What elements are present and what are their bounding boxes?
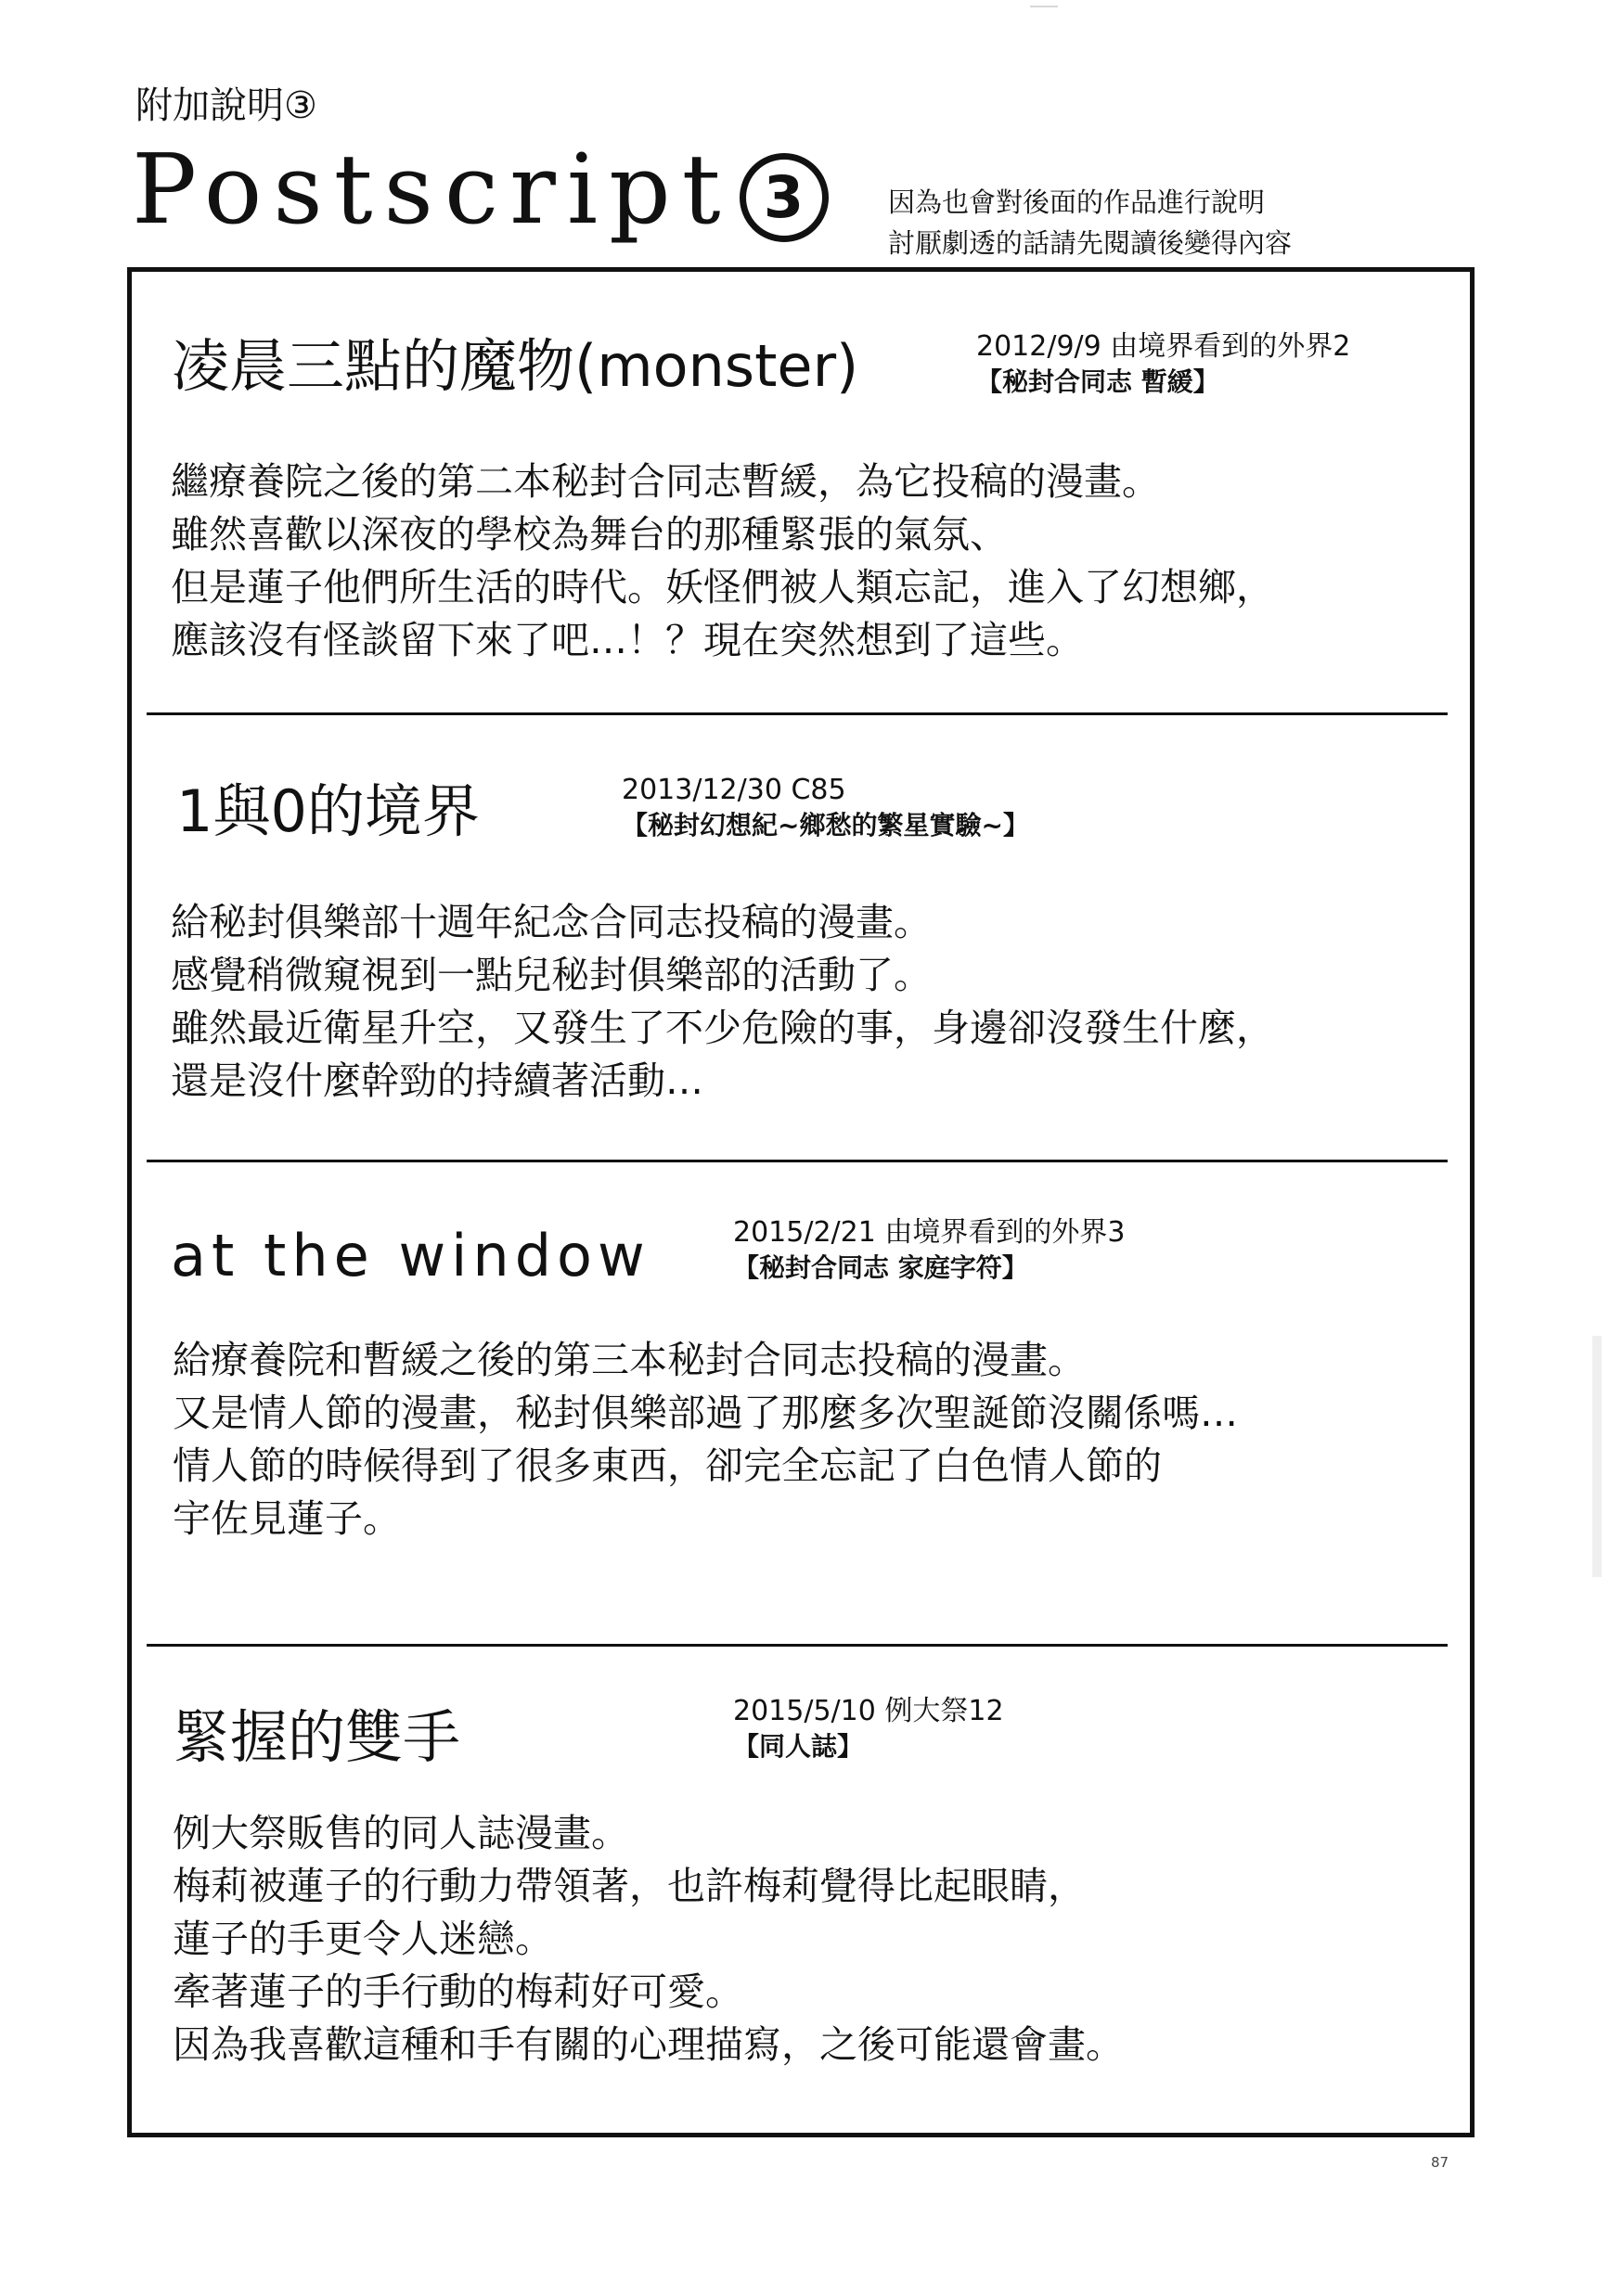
section-meta	[733, 1694, 1004, 1764]
body-line: 但是蓮子他們所生活的時代。妖怪們被人類忘記，進入了幻想鄉，	[171, 565, 1274, 609]
section-event: 【秘封幻想紀~鄉愁的繁星實驗~】	[622, 810, 1029, 840]
section-title: 緊握的雙手	[173, 1703, 461, 1771]
body-line: 因為我喜歡這種和手有關的心理描寫，之後可能還會畫。	[173, 2022, 1124, 2067]
body-line: 例大祭販售的同人誌漫畫。	[173, 1811, 629, 1855]
body-line: 應該沒有怪談留下來了吧…！？現在突然想到了這些。	[171, 618, 1084, 662]
section-meta	[976, 329, 1350, 400]
section-divider	[147, 712, 1448, 715]
section-title: 凌晨三點的魔物(monster)	[172, 332, 859, 400]
body-line: 情人節的時候得到了很多東西，卻完全忘記了白色情人節的	[173, 1443, 1162, 1488]
page-title-number: 3	[740, 153, 829, 242]
section-event: 【秘封合同志 家庭字符】	[733, 1252, 1028, 1283]
section-title: at the window	[171, 1222, 650, 1289]
scan-artifact	[1592, 1336, 1602, 1577]
section-meta	[622, 773, 1029, 843]
body-line: 還是沒什麼幹勁的持續著活動…	[171, 1058, 703, 1103]
body-line: 繼療養院之後的第二本秘封合同志暫緩，為它投稿的漫畫。	[171, 459, 1160, 504]
section-body	[173, 1807, 1124, 2072]
section-date: 2013/12/30 C85	[622, 774, 846, 806]
section-body	[171, 455, 1274, 667]
intro-note	[888, 182, 1292, 263]
body-line: 又是情人節的漫畫，秘封俱樂部過了那麼多次聖誕節沒關係嗎…	[173, 1391, 1238, 1435]
scan-artifact	[1030, 6, 1058, 7]
body-line: 梅莉被蓮子的行動力帶領著，也許梅莉覺得比起眼睛，	[173, 1864, 1086, 1908]
page-number: 87	[1431, 2154, 1449, 2171]
page-title	[132, 133, 829, 246]
body-line: 給秘封俱樂部十週年紀念合同志投稿的漫畫。	[171, 900, 932, 944]
section-date: 2015/2/21 由境界看到的外界3	[733, 1216, 1126, 1249]
section-date: 2015/5/10 例大祭12	[733, 1695, 1004, 1727]
body-line: 雖然喜歡以深夜的學校為舞台的那種緊張的氣氛、	[171, 512, 1008, 557]
page-subtitle: 附加說明③	[135, 84, 317, 127]
section-body	[171, 896, 1274, 1108]
intro-line: 因為也會對後面的作品進行說明	[888, 186, 1266, 218]
section-title: 1與0的境界	[176, 777, 480, 845]
section-body	[173, 1334, 1238, 1546]
section-meta	[733, 1215, 1125, 1286]
body-line: 給療養院和暫緩之後的第三本秘封合同志投稿的漫畫。	[173, 1338, 1086, 1382]
section-date: 2012/9/9 由境界看到的外界2	[976, 330, 1351, 363]
page-title-text: Postscript	[132, 133, 732, 246]
intro-line: 討厭劇透的話請先閱讀後變得內容	[888, 227, 1293, 259]
section-event: 【秘封合同志 暫緩】	[976, 366, 1219, 397]
section-event: 【同人誌】	[733, 1731, 864, 1762]
body-line: 雖然最近衛星升空，又發生了不少危險的事，身邊卻沒發生什麼，	[171, 1006, 1274, 1050]
body-line: 牽著蓮子的手行動的梅莉好可愛。	[173, 1969, 743, 2014]
body-line: 宇佐見蓮子。	[173, 1496, 401, 1541]
body-line: 蓮子的手更令人迷戀。	[173, 1917, 553, 1961]
section-divider	[147, 1160, 1448, 1162]
section-divider	[147, 1644, 1448, 1647]
body-line: 感覺稍微窺視到一點兒秘封俱樂部的活動了。	[171, 953, 932, 997]
